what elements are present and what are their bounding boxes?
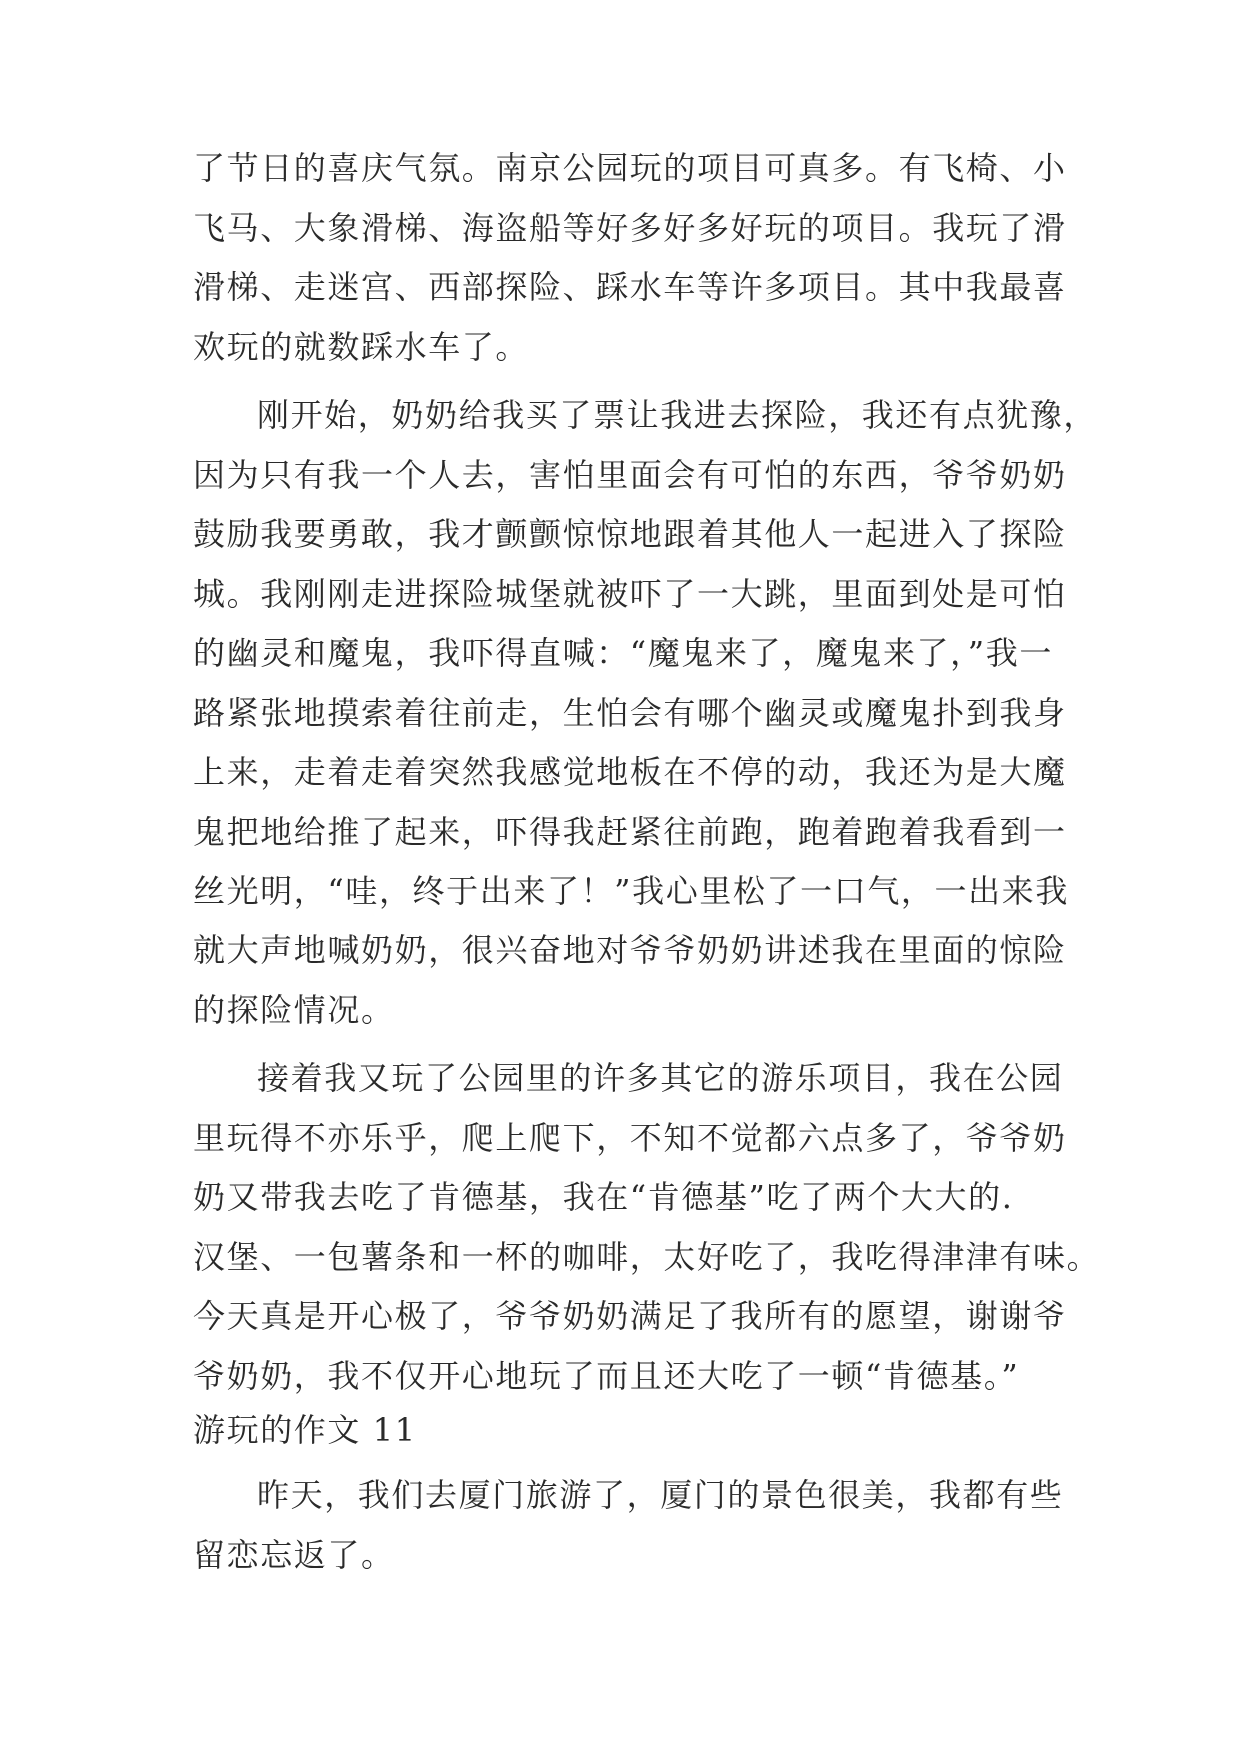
text-line: 留恋忘返了。 (193, 1536, 395, 1574)
text-line: 的幽灵和魔鬼，我吓得直喊：“魔鬼来了，魔鬼来了，”我一 (193, 634, 1053, 672)
text-line: 丝光明，“哇，终于出来了！”我心里松了一口气，一出来我 (193, 872, 1069, 910)
paragraph-first-line: 刚开始，奶奶给我买了票让我进去探险，我还有点犹豫， (257, 396, 1098, 434)
text-line: 就大声地喊奶奶，很兴奋地对爷爷奶奶讲述我在里面的惊险 (193, 931, 1067, 969)
text-line: 上来，走着走着突然我感觉地板在不停的动，我还为是大魔 (193, 753, 1067, 791)
text-line: 了节日的喜庆气氛。南京公园玩的项目可真多。有飞椅、小 (193, 149, 1067, 187)
text-line: 城。我刚刚走进探险城堡就被吓了一大跳，里面到处是可怕 (193, 575, 1067, 613)
paragraph-first-line: 昨天，我们去厦门旅游了，厦门的景色很美，我都有些 (257, 1476, 1064, 1514)
text-line: 汉堡、一包薯条和一杯的咖啡，太好吃了，我吃得津津有味。 (193, 1238, 1101, 1276)
text-line: 欢玩的就数踩水车了。 (193, 328, 530, 366)
text-line: 的探险情况。 (193, 991, 395, 1029)
text-line: 飞马、大象滑梯、海盗船等好多好多好玩的项目。我玩了滑 (193, 209, 1067, 247)
text-line: 滑梯、走迷宫、西部探险、踩水车等许多项目。其中我最喜 (193, 268, 1067, 306)
paragraph-first-line: 接着我又玩了公园里的许多其它的游乐项目，我在公园 (257, 1059, 1064, 1097)
text-line: 爷奶奶，我不仅开心地玩了而且还大吃了一顿“肯德基。” (193, 1357, 1020, 1395)
section-heading: 游玩的作文 11 (193, 1411, 417, 1449)
text-line: 里玩得不亦乐乎，爬上爬下，不知不觉都六点多了，爷爷奶 (193, 1119, 1067, 1157)
text-line: 奶又带我去吃了肯德基，我在“肯德基”吃了两个大大的. (193, 1178, 1014, 1216)
text-line: 鼓励我要勇敢，我才颤颤惊惊地跟着其他人一起进入了探险 (193, 515, 1067, 553)
text-line: 鬼把地给推了起来，吓得我赶紧往前跑，跑着跑着我看到一 (193, 813, 1067, 851)
text-line: 路紧张地摸索着往前走，生怕会有哪个幽灵或魔鬼扑到我身 (193, 694, 1067, 732)
text-line: 今天真是开心极了，爷爷奶奶满足了我所有的愿望，谢谢爷 (193, 1297, 1067, 1335)
text-line: 因为只有我一个人去，害怕里面会有可怕的东西，爷爷奶奶 (193, 456, 1067, 494)
